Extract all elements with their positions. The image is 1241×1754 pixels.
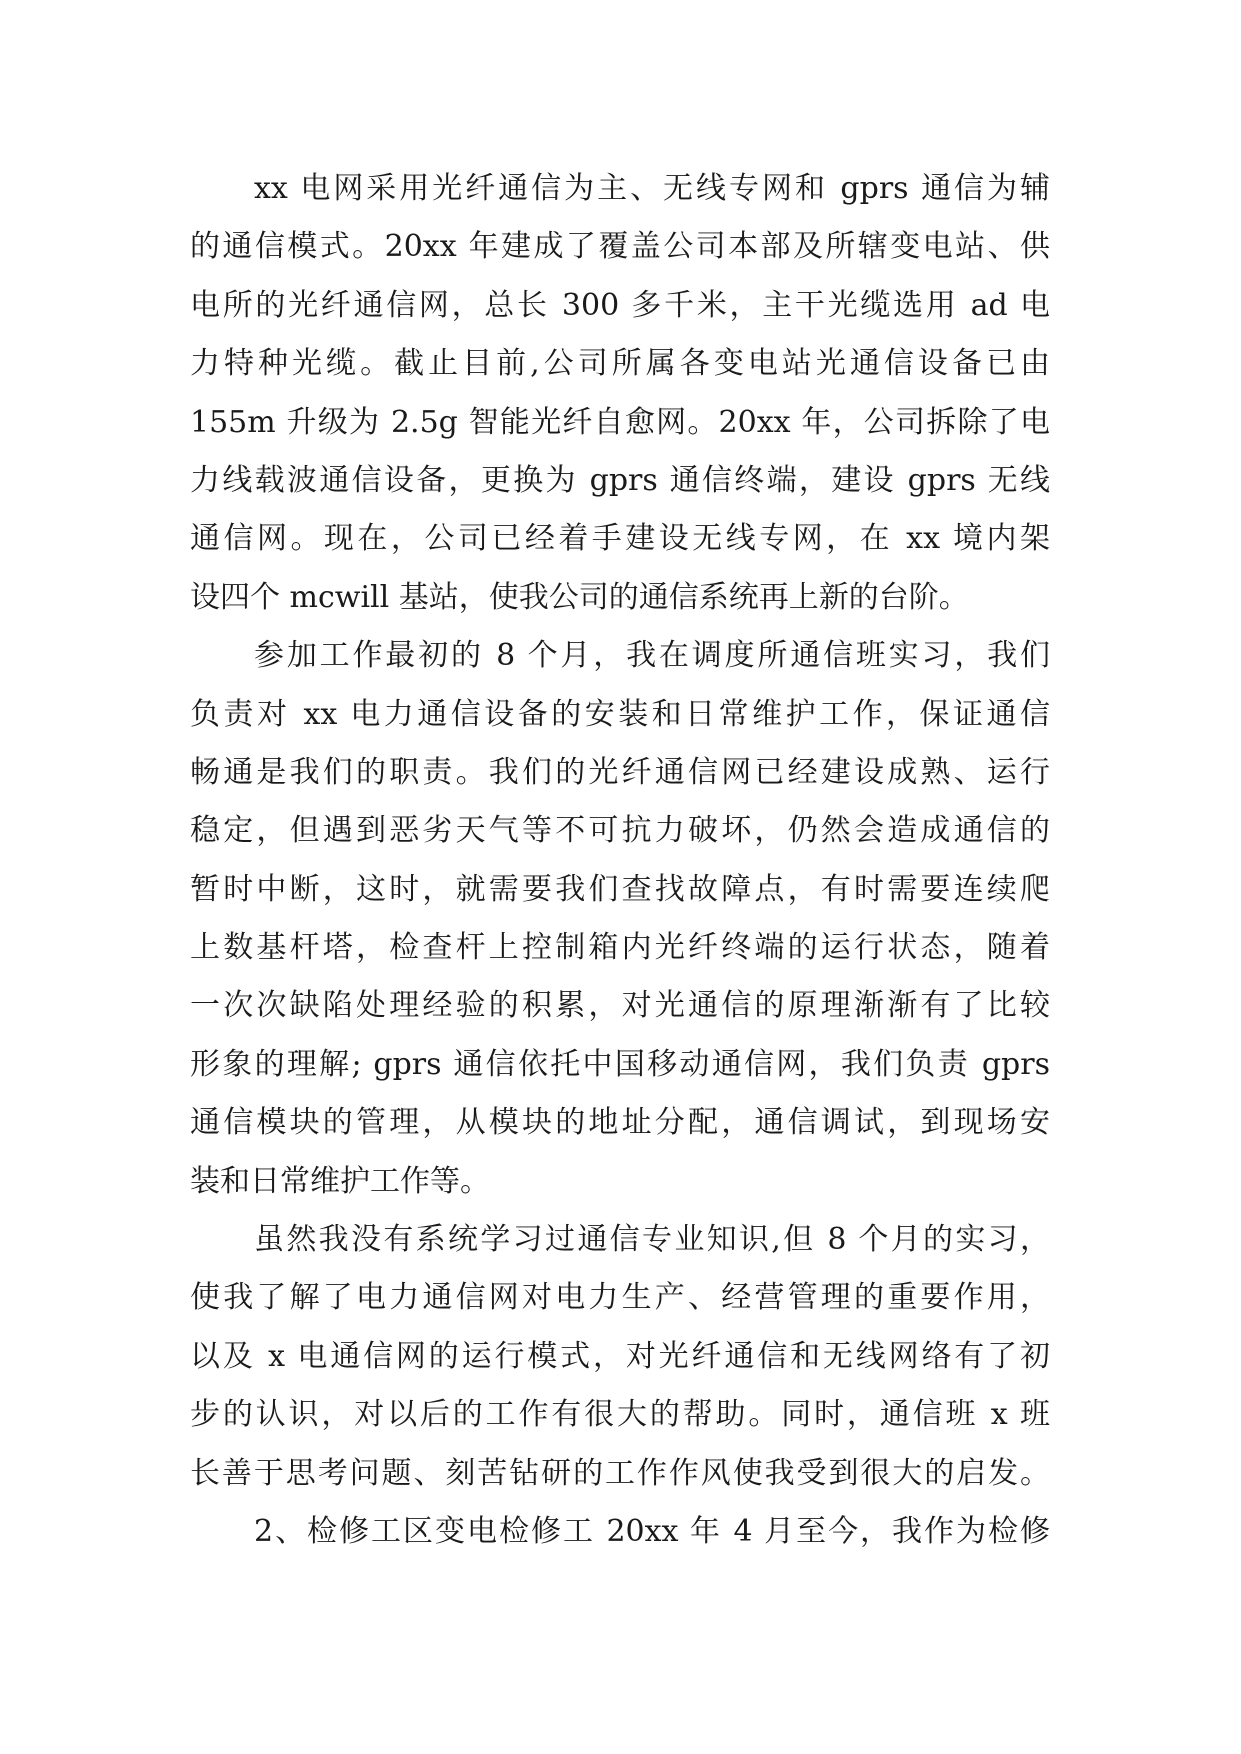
text-line: 以及 x 电通信网的运行模式，对光纤通信和无线网络有了初 [190,1338,1050,1374]
text-line: 155m 升级为 2.5g 智能光纤自愈网。20xx 年，公司拆除了电 [190,404,1050,440]
text-line: 设四个 mcwill 基站，使我公司的通信系统再上新的台阶。 [190,579,969,615]
text-line: 使我了解了电力通信网对电力生产、经营管理的重要作用， [190,1280,1050,1316]
text-line: 力特种光缆。截止目前,公司所属各变电站光通信设备已由 [190,346,1050,382]
text-line: 上数基杆塔，检查杆上控制箱内光纤终端的运行状态，随着 [190,930,1050,966]
text-line: 的通信模式。20xx 年建成了覆盖公司本部及所辖变电站、供 [190,229,1050,265]
text-line: 长善于思考问题、刻苦钻研的工作作风使我受到很大的启发。 [190,1455,1050,1491]
text-line: 通信网。现在，公司已经着手建设无线专网，在 xx 境内架 [190,521,1050,557]
text-line: 通信模块的管理，从模块的地址分配，通信调试，到现场安 [190,1105,1050,1141]
document-body [190,160,1050,1561]
text-line: 步的认识，对以后的工作有很大的帮助。同时，通信班 x 班 [190,1397,1050,1433]
text-line: 力线载波通信设备，更换为 gprs 通信终端，建设 gprs 无线 [190,462,1050,498]
text-line: 形象的理解; gprs 通信依托中国移动通信网，我们负责 gprs [190,1046,1050,1082]
text-line: 负责对 xx 电力通信设备的安装和日常维护工作，保证通信 [190,696,1050,732]
text-line: 装和日常维护工作等。 [190,1163,490,1199]
text-line: 电所的光纤通信网，总长 300 多千米，主干光缆选用 ad 电 [190,287,1050,323]
text-line: 2、检修工区变电检修工 20xx 年 4 月至今，我作为检修 [254,1513,1050,1549]
text-line: 暂时中断，这时，就需要我们查找故障点，有时需要连续爬 [190,871,1050,907]
text-line: 稳定，但遇到恶劣天气等不可抗力破坏，仍然会造成通信的 [190,813,1050,849]
text-line: 畅通是我们的职责。我们的光纤通信网已经建设成熟、运行 [190,754,1050,790]
text-line: 一次次缺陷处理经验的积累，对光通信的原理渐渐有了比较 [190,988,1050,1024]
text-line: 参加工作最初的 8 个月，我在调度所通信班实习，我们 [254,638,1050,674]
text-line: xx 电网采用光纤通信为主、无线专网和 gprs 通信为辅 [254,171,1050,206]
text-line: 虽然我没有系统学习过通信专业知识,但 8 个月的实习， [254,1222,1050,1258]
